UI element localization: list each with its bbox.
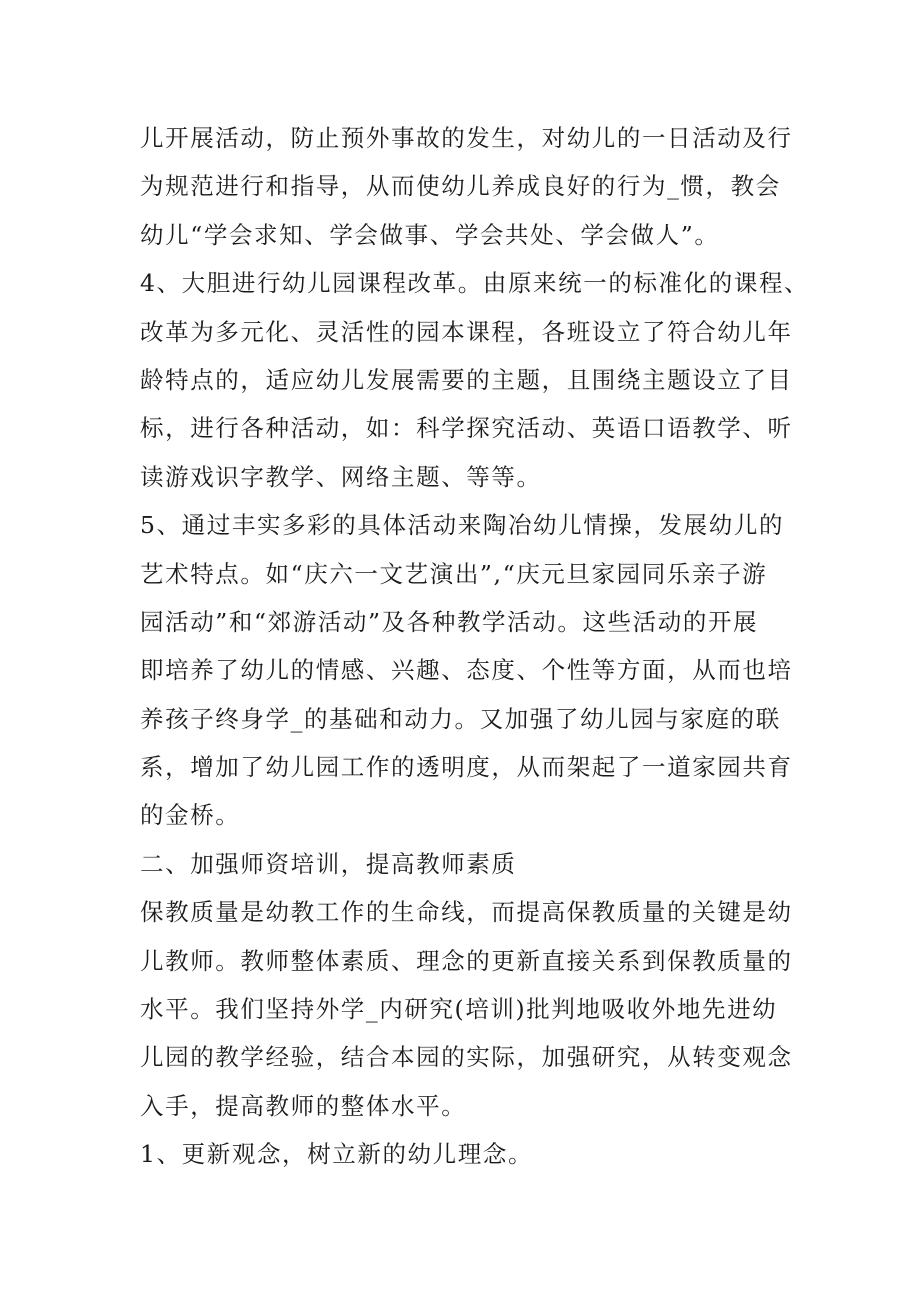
text-line: 水平。我们坚持外学_内研究(培训)批判地吸收外地先进幼 <box>140 995 778 1024</box>
text-line: 1、更新观念，树立新的幼儿理念。 <box>140 1140 534 1169</box>
text-line: 系，增加了幼儿园工作的透明度，从而架起了一道家园共育 <box>140 753 793 782</box>
text-line: 入手，提高教师的整体水平。 <box>140 1091 467 1120</box>
text-line: 幼儿“学会求知、学会做事、学会共处、学会做人”。 <box>140 220 720 249</box>
text-line: 5、通过丰实多彩的具体活动来陶冶幼儿情操，发展幼儿的 <box>140 511 785 540</box>
text-line: 即培养了幼儿的情感、兴趣、态度、个性等方面，从而也培 <box>140 656 793 685</box>
text-line: 保教质量是幼教工作的生命线，而提高保教质量的关键是幼 <box>140 898 793 927</box>
text-line: 读游戏识字教学、网络主题、等等。 <box>140 462 542 491</box>
text-line: 儿开展活动，防止预外事故的发生，对幼儿的一日活动及行 <box>140 124 793 152</box>
section-heading: 二、加强师资培训，提高教师素质 <box>140 849 517 878</box>
text-line: 养孩子终身学_的基础和动力。又加强了幼儿园与家庭的联 <box>140 704 781 733</box>
text-line: 艺术特点。如“庆六一文艺演出”,“庆元旦家园同乐亲子游 <box>140 559 768 588</box>
text-line: 儿园的教学经验，结合本园的实际，加强研究，从转变观念 <box>140 1043 793 1072</box>
text-line: 4、大胆进行幼儿园课程改革。由原来统一的标准化的课程、 <box>140 269 810 298</box>
text-line: 儿教师。教师整体素质、理念的更新直接关系到保教质量的 <box>140 946 793 975</box>
document-body <box>140 114 810 1179</box>
text-line: 改革为多元化、灵活性的园本课程，各班设立了符合幼儿年 <box>140 317 793 346</box>
text-line: 的金桥。 <box>140 801 241 830</box>
text-line: 园活动”和“郊游活动”及各种教学活动。这些活动的开展 <box>140 607 759 636</box>
text-line: 龄特点的，适应幼儿发展需要的主题，且围绕主题设立了目 <box>140 365 793 394</box>
text-line: 为规范进行和指导，从而使幼儿养成良好的行为_惯，教会 <box>140 172 781 201</box>
text-line: 标，进行各种活动，如：科学探究活动、英语口语教学、听 <box>140 414 793 443</box>
